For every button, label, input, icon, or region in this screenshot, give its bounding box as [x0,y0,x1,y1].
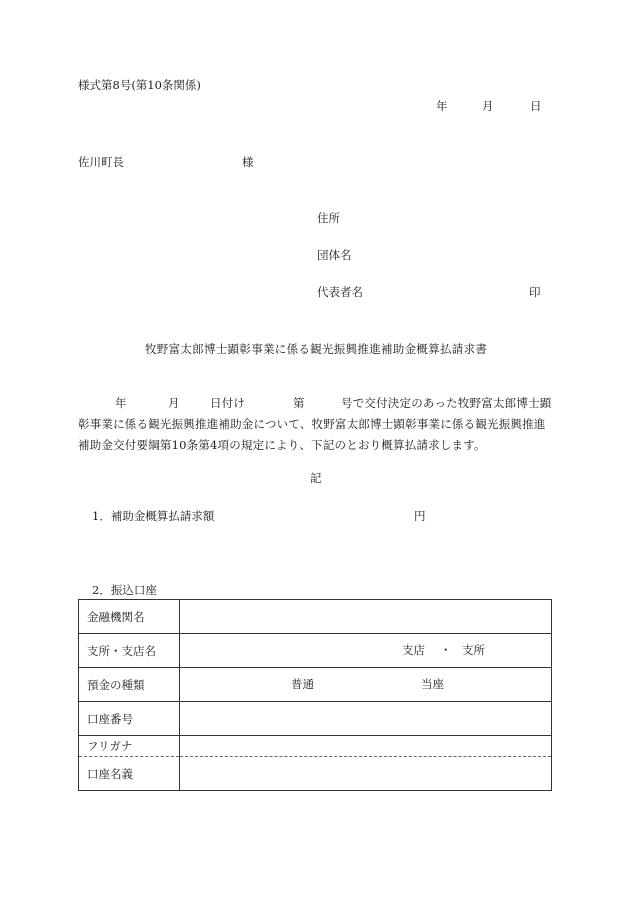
body-line-2: 彰事業に係る観光振興推進補助金について、牧野富太郎博士顕彰事業に係る観光振興推進 [78,417,546,431]
branch-shisho: 支所 [462,643,485,657]
branch-label: 支所・支店名 [79,634,180,668]
body-day: 日付け [210,396,246,410]
ki-heading: 記 [310,471,322,485]
account-number-field[interactable] [180,702,552,736]
form-number: 様式第8号(第10条関係) [78,78,201,92]
body-rest: 号で交付決定のあった牧野富太郎博士顕 [341,396,552,410]
address-label: 住所 [317,211,340,225]
bank-account-table [78,599,552,791]
item1-label: 1．補助金概算払請求額 [92,509,215,523]
org-label: 団体名 [317,248,352,262]
table-row [79,757,552,791]
account-type-label: 預金の種類 [79,668,180,702]
seal-mark: 印 [529,285,541,299]
type-touza[interactable]: 当座 [421,677,444,691]
rep-label: 代表者名 [317,285,363,299]
account-holder-label: 口座名義 [79,757,180,791]
table-row [79,736,552,757]
body-paragraph [78,393,554,456]
addressee-name: 佐川町長 [78,155,124,169]
addressee-suffix: 様 [242,155,254,169]
bank-name-label: 金融機関名 [79,600,180,634]
account-holder-field[interactable] [180,757,552,791]
account-number-label: 口座番号 [79,702,180,736]
branch-dot: ・ [440,643,452,657]
bank-name-field[interactable] [180,600,552,634]
body-line-1 [78,393,554,414]
table-row [79,702,552,736]
body-line-3: 補助金交付要綱第10条第4項の規定により、下記のとおり概算払請求します。 [78,438,486,452]
furigana-field[interactable] [180,736,552,757]
body-month: 月 [168,396,180,410]
type-futsu[interactable]: 普通 [291,677,314,691]
body-dai: 第 [293,396,305,410]
date-year: 年 [436,99,448,113]
date-day: 日 [530,99,542,113]
branch-field[interactable] [180,634,552,668]
table-row [79,634,552,668]
furigana-label: フリガナ [79,736,180,757]
account-type-field[interactable] [180,668,552,702]
date-month: 月 [482,99,494,113]
document-title: 牧野富太郎博士顕彰事業に係る観光振興推進補助金概算払請求書 [145,342,488,356]
item1-unit: 円 [414,509,426,523]
table-row [79,600,552,634]
item2-label: 2．振込口座 [92,583,157,597]
branch-shiten: 支店 [402,643,425,657]
body-year: 年 [115,396,127,410]
table-row [79,668,552,702]
